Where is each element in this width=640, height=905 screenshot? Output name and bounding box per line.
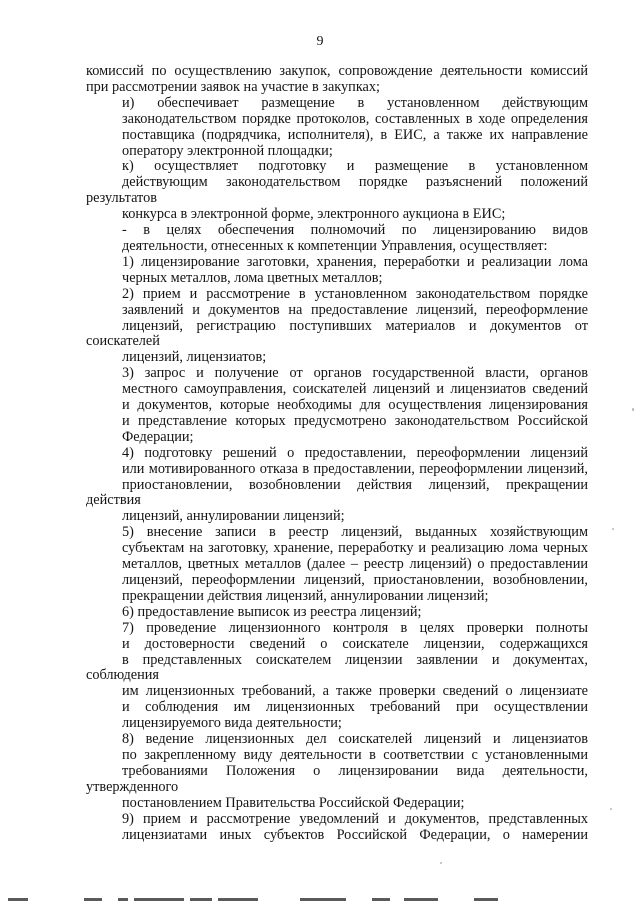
text-line: 6) предоставление выписок из реестра лицензий; — [122, 603, 422, 620]
text-line: 1) лицензирование заготовки, хранения, переработки и реализации лома — [122, 253, 588, 270]
text-line: 2) прием и рассмотрение в установленном законодательством порядке — [122, 285, 588, 302]
paragraph — [86, 287, 588, 367]
text-line: приостановлении, возобновлении действия лицензий, прекращении действия — [86, 476, 588, 509]
document-body — [86, 64, 588, 843]
text-line: по закрепленному виду деятельности в соответствии с установленными — [122, 746, 588, 763]
text-line: деятельности, отнесенных к компетенции Управления, осуществляет: — [122, 237, 548, 254]
text-line: 7) проведение лицензионного контроля в целях проверки полноты — [122, 619, 588, 636]
text-line: и документов, которые необходимы для осуществления лицензирования — [122, 397, 588, 414]
paragraph — [86, 64, 588, 96]
text-line: комиссий по осуществлению закупок, сопровождение деятельности комиссий — [86, 63, 588, 79]
text-line: лицензиатами иных субъектов Российской Федерации, о намерении — [122, 826, 588, 843]
text-line: и представление которых предусмотрено законодательством Российской — [122, 412, 588, 429]
paragraph — [86, 812, 588, 844]
text-line: постановлением Правительства Российской Федерации; — [122, 794, 465, 811]
text-line: им лицензионных требований, а также проверки сведений о лицензиате — [122, 683, 588, 700]
scan-speck — [610, 808, 612, 810]
text-line: лицензий, аннулировании лицензий; — [122, 508, 345, 525]
text-line: - в целях обеспечения полномочий по лицензированию видов — [122, 222, 588, 239]
page-number: 9 — [316, 34, 324, 49]
text-line: или мотивированного отказа в предоставлении, переоформлении лицензий, — [122, 460, 588, 477]
paragraph — [86, 732, 588, 812]
text-line: и) обеспечивает размещение в установленном действующим — [122, 94, 588, 111]
text-line: лицензируемого вида деятельности; — [122, 715, 342, 732]
paragraph — [86, 255, 588, 287]
paragraph — [86, 366, 588, 446]
scan-bottom-edge — [0, 892, 640, 905]
paragraph — [86, 446, 588, 526]
text-line: и достоверности сведений о соискателе лицензии, содержащихся — [122, 635, 588, 652]
text-line: требованиями Положения о лицензировании вида деятельности, утвержденного — [86, 762, 588, 795]
text-line: прекращении действия лицензий, аннулировании лицензий; — [122, 587, 489, 604]
text-line: черных металлов, лома цветных металлов; — [122, 269, 383, 286]
text-line: металлов, цветных металлов (далее – реестр лицензий) о предоставлении — [122, 556, 588, 573]
text-line: лицензий, переоформлении лицензий, приостановлении, возобновлении, — [122, 572, 588, 588]
text-line: лицензий, регистрацию поступивших материалов и документов от соискателей — [86, 317, 588, 350]
text-line: и соблюдения им лицензионных требований при осуществлении — [122, 699, 588, 716]
text-line: 3) запрос и получение от органов государственной власти, органов — [122, 365, 588, 382]
text-line: Федерации; — [122, 428, 194, 445]
text-line: к) осуществляет подготовку и размещение в установленном — [122, 158, 588, 175]
text-line: конкурса в электронной форме, электронного аукциона в ЕИС; — [122, 206, 506, 223]
scan-speck — [440, 862, 442, 864]
text-line: при рассмотрении заявок на участие в закупках; — [86, 78, 381, 95]
text-line: 8) ведение лицензионных дел соискателей лицензий и лицензиатов — [122, 731, 588, 748]
text-line: поставщика (подрядчика, исполнителя), в ЕИС, а также их направление — [122, 126, 588, 143]
text-line: местного самоуправления, соискателей лицензий и лицензиатов сведений — [122, 381, 588, 398]
scan-speck — [612, 528, 614, 530]
text-line: оператору электронной площадки; — [122, 142, 333, 159]
text-line: субъектам на заготовку, хранение, переработку и реализацию лома черных — [122, 540, 588, 557]
text-line: лицензий, лицензиатов; — [122, 349, 267, 366]
paragraph — [86, 159, 588, 223]
scan-speck — [632, 408, 634, 411]
text-line: 4) подготовку решений о предоставлении, переоформлении лицензий — [122, 444, 588, 461]
text-line: 5) внесение записи в реестр лицензий, выданных хозяйствующим — [122, 524, 588, 541]
text-line: в представленных соискателем лицензии заявлении и документах, соблюдения — [86, 651, 588, 684]
paragraph — [86, 525, 588, 605]
text-line: законодательством порядке протоколов, составленных в ходе определения — [122, 110, 588, 127]
text-line: 9) прием и рассмотрение уведомлений и документов, представленных — [122, 810, 588, 827]
paragraph — [86, 96, 588, 160]
paragraph — [86, 223, 588, 255]
paragraph — [86, 621, 588, 732]
text-line: действующим законодательством порядке разъяснений положений результатов — [86, 174, 588, 207]
paragraph — [86, 605, 588, 621]
text-line: заявлений и документов на предоставление лицензий, переоформление — [122, 301, 588, 318]
